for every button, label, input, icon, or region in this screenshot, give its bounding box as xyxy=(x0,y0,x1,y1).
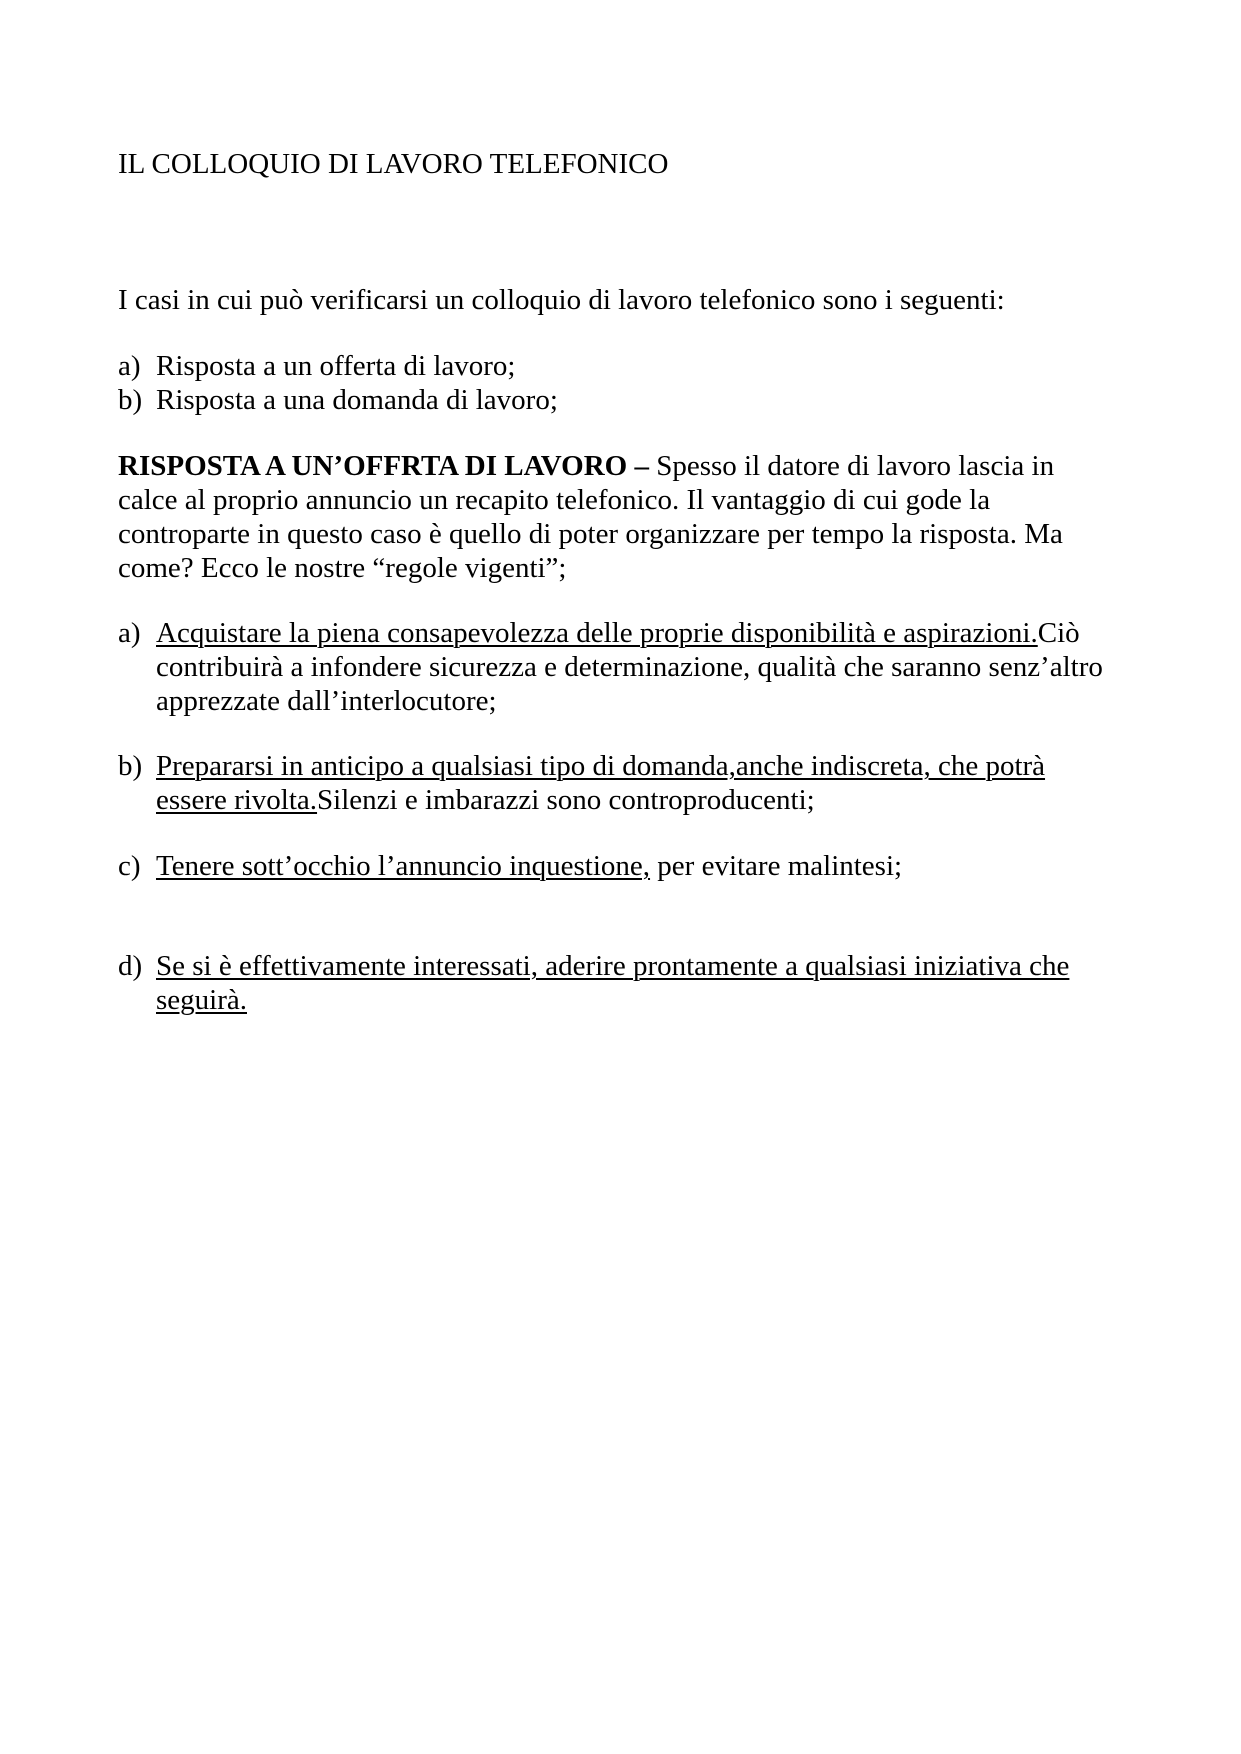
section-heading: RISPOSTA A UN’OFFRTA DI LAVORO – xyxy=(118,450,649,482)
list-item xyxy=(118,349,558,383)
list-item-text: Risposta a una domanda di lavoro; xyxy=(156,384,558,416)
rule-underlined-text: Prepararsi in anticipo a qualsiasi tipo di domanda,anche indiscreta, che potrà essere rivolta. xyxy=(156,750,1046,816)
list-marker: a) xyxy=(118,350,141,382)
list-marker: a) xyxy=(118,617,141,649)
list-marker: c) xyxy=(118,850,141,882)
rule-text: Silenzi e imbarazzi sono controproducenti; xyxy=(317,784,815,816)
rule-underlined-text: Acquistare la piena consapevolezza delle proprie disponibilità e aspirazioni. xyxy=(156,617,1038,649)
intro-paragraph: I casi in cui può verificarsi un colloquio di lavoro telefonico sono i seguenti: xyxy=(118,284,1005,316)
rule-text: Ciò contribuirà a infondere sicurezza e determinazione, qualità che saranno senz’altro apprezzate dall’interlocutore; xyxy=(156,617,1103,717)
list-item-text: Risposta a un offerta di lavoro; xyxy=(156,350,516,382)
rule-item xyxy=(118,749,1078,817)
rule-text: per evitare malintesi; xyxy=(650,850,903,882)
section-body: Spesso il datore di lavoro lascia in calce al proprio annuncio un recapito telefonico. Il vantaggio di cui gode la controparte in questo caso è quello di poter organizzare per tempo la risposta. Ma come? Ecco le nostre “regole vigenti”; xyxy=(118,450,1063,584)
document-title: IL COLLOQUIO DI LAVORO TELEFONICO xyxy=(118,148,669,180)
rule-item xyxy=(118,949,1098,1017)
rule-underlined-text: Se si è effettivamente interessati, aderire prontamente a qualsiasi iniziativa che seguirà. xyxy=(156,950,1070,1016)
list-marker: b) xyxy=(118,384,143,416)
section-paragraph xyxy=(118,449,1098,585)
list-marker: d) xyxy=(118,950,143,982)
list-item xyxy=(118,383,558,417)
cases-list xyxy=(118,349,558,417)
rule-item xyxy=(118,849,1118,883)
rule-item xyxy=(118,616,1118,718)
rule-underlined-text: Tenere sott’occhio l’annuncio inquestione, xyxy=(156,850,651,882)
list-marker: b) xyxy=(118,750,143,782)
